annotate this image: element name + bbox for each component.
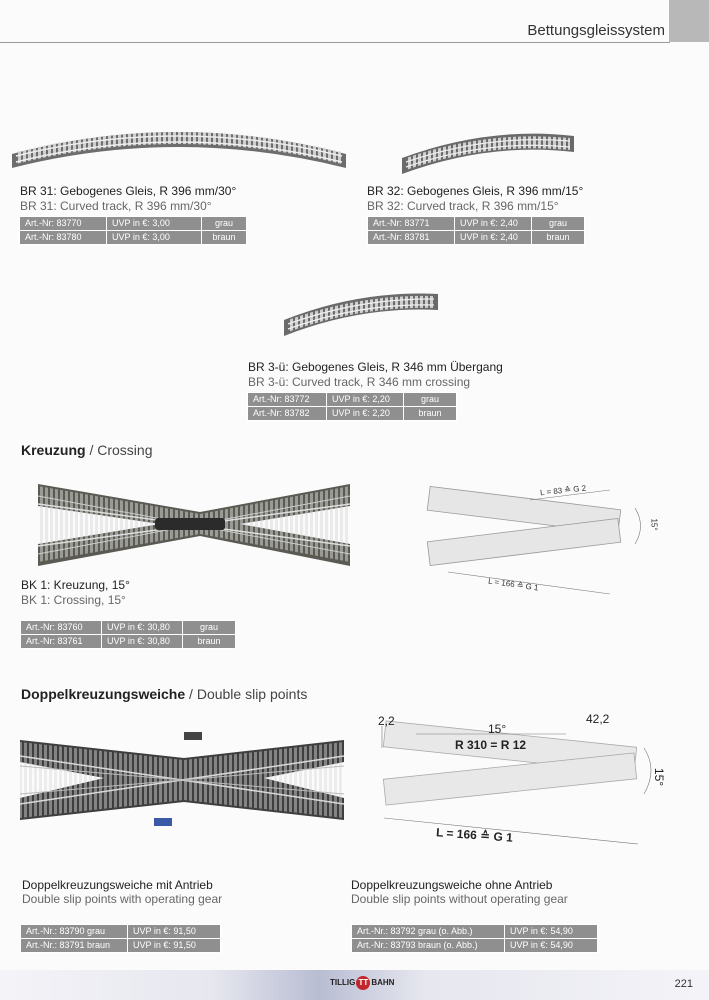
crossing-length-short: L = 83 ≙ G 2 [539, 483, 587, 498]
table-row [20, 231, 247, 245]
header-divider [0, 42, 670, 43]
table-row [248, 407, 457, 421]
article-number: Art.-Nr.: 83790 grau [21, 925, 128, 939]
article-number: Art.-Nr: 83782 [248, 407, 327, 421]
dkw-mit-price-table [20, 924, 221, 953]
price: UVP in €: 30,80 [102, 621, 183, 635]
color-variant: braun [183, 635, 236, 649]
header-tab [669, 0, 709, 42]
section-heading-separator: / [185, 686, 197, 702]
article-number: Art.-Nr.: 83793 braun (o. Abb.) [352, 939, 505, 953]
article-number: Art.-Nr: 83780 [20, 231, 107, 245]
article-number: Art.-Nr: 83760 [21, 621, 102, 635]
tillig-logo [330, 976, 394, 990]
br3u-title: BR 3-ü: Gebogenes Gleis, R 346 mm Übergang [248, 360, 503, 374]
price: UVP in €: 30,80 [102, 635, 183, 649]
crossing-length-long: L = 166 ≙ G 1 [487, 576, 540, 593]
price: UVP in €: 91,50 [128, 925, 221, 939]
table-row [368, 231, 585, 245]
br31-price-table [19, 216, 247, 245]
table-row [21, 925, 221, 939]
article-number: Art.-Nr: 83761 [21, 635, 102, 649]
article-number: Art.-Nr: 83770 [20, 217, 107, 231]
logo-text-left: TILLIG [330, 978, 356, 988]
br32-price-table [367, 216, 585, 245]
dkw-mit-title: Doppelkreuzungsweiche mit Antrieb [22, 878, 213, 892]
color-variant: grau [404, 393, 457, 407]
double-slip-left-dimension: 2,2 [378, 714, 395, 728]
br31-track-image [8, 108, 353, 176]
article-number: Art.-Nr: 83772 [248, 393, 327, 407]
section-heading-separator: / [85, 442, 98, 458]
br3u-price-table [247, 392, 457, 421]
color-variant: braun [404, 407, 457, 421]
br32-subtitle: BR 32: Curved track, R 396 mm/15° [367, 199, 559, 213]
bk1-price-table [20, 620, 236, 649]
logo-badge: TT [356, 976, 370, 990]
table-row [352, 925, 598, 939]
table-row [21, 621, 236, 635]
bk1-subtitle: BK 1: Crossing, 15° [21, 593, 126, 607]
table-row [21, 939, 221, 953]
section-heading-double-slip [21, 686, 307, 702]
table-row [368, 217, 585, 231]
section-heading-en: Double slip points [196, 686, 308, 702]
color-variant: grau [532, 217, 585, 231]
section-heading-crossing [21, 442, 152, 458]
br32-title: BR 32: Gebogenes Gleis, R 396 mm/15° [367, 184, 584, 198]
table-row [352, 939, 598, 953]
double-slip-radius: R 310 = R 12 [455, 738, 527, 752]
color-variant: braun [202, 231, 247, 245]
color-variant: grau [183, 621, 236, 635]
price: UVP in €: 2,20 [327, 407, 404, 421]
table-row [248, 393, 457, 407]
double-slip-side-angle: 15° [652, 767, 667, 787]
table-row [20, 217, 247, 231]
section-heading-de: Doppelkreuzungsweiche [21, 686, 186, 702]
br31-subtitle: BR 31: Curved track, R 396 mm/30° [20, 199, 212, 213]
price: UVP in €: 54,90 [505, 925, 598, 939]
crossing-track-image [20, 474, 360, 574]
page-title: Bettungsgleissystem [527, 22, 665, 39]
page-number: 221 [674, 978, 693, 990]
br32-track-image [398, 122, 583, 180]
article-number: Art.-Nr.: 83792 grau (o. Abb.) [352, 925, 505, 939]
double-slip-length: L = 166 ≙ G 1 [435, 825, 514, 845]
br31-title: BR 31: Gebogenes Gleis, R 396 mm/30° [20, 184, 237, 198]
dkw-ohne-subtitle: Double slip points without operating gear [351, 892, 568, 906]
double-slip-top-angle: 15° [488, 722, 507, 736]
dkw-ohne-price-table [351, 924, 598, 953]
section-heading-en: Crossing [97, 442, 153, 458]
price: UVP in €: 91,50 [128, 939, 221, 953]
bk1-title: BK 1: Kreuzung, 15° [21, 578, 130, 592]
price: UVP in €: 2,40 [455, 217, 532, 231]
price: UVP in €: 2,40 [455, 231, 532, 245]
section-heading-de: Kreuzung [21, 442, 86, 458]
color-variant: grau [202, 217, 247, 231]
color-variant: braun [532, 231, 585, 245]
article-number: Art.-Nr: 83771 [368, 217, 455, 231]
logo-text-right: BAHN [371, 978, 395, 988]
dkw-mit-subtitle: Double slip points with operating gear [22, 892, 223, 906]
crossing-angle: 15° [649, 518, 659, 531]
price: UVP in €: 3,00 [107, 231, 202, 245]
article-number: Art.-Nr: 83781 [368, 231, 455, 245]
dkw-ohne-title: Doppelkreuzungsweiche ohne Antrieb [351, 878, 553, 892]
price: UVP in €: 3,00 [107, 217, 202, 231]
article-number: Art.-Nr.: 83791 braun [21, 939, 128, 953]
double-slip-right-dimension: 42,2 [586, 712, 610, 726]
table-row [21, 635, 236, 649]
price: UVP in €: 54,90 [505, 939, 598, 953]
double-slip-track-image [14, 732, 354, 828]
price: UVP in €: 2,20 [327, 393, 404, 407]
br3u-track-image [280, 286, 445, 344]
br3u-subtitle: BR 3-ü: Curved track, R 346 mm crossing [248, 375, 471, 389]
